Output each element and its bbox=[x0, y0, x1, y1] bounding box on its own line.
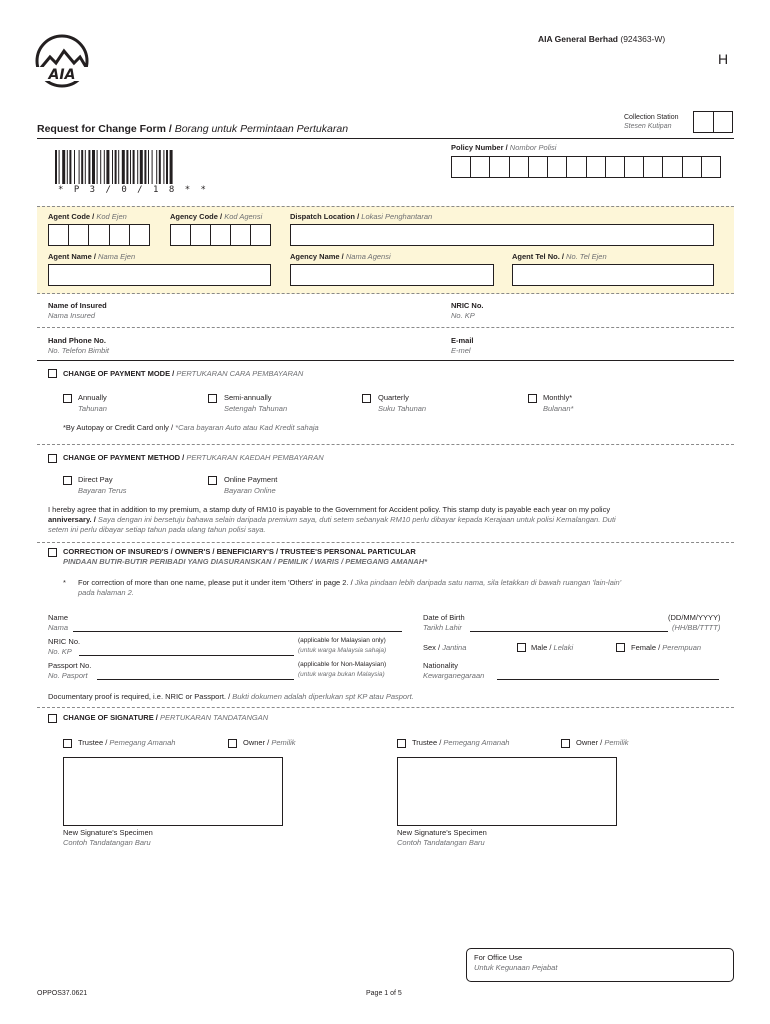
annually-label-my: Tahunan bbox=[78, 404, 107, 413]
payment-mode-heading: CHANGE OF PAYMENT MODE / PERTUKARAN CARA PEMBAYARAN bbox=[63, 369, 304, 378]
agent-name-label: Agent Name / Nama Ejen bbox=[48, 252, 136, 261]
dob-input[interactable] bbox=[470, 631, 668, 632]
policy-number-input[interactable] bbox=[451, 156, 721, 178]
payment-mode-checkbox[interactable] bbox=[48, 369, 57, 378]
office-use-label-my: Untuk Kegunaan Pejabat bbox=[474, 963, 558, 972]
aia-logo bbox=[34, 33, 90, 89]
email-label-my: E-mel bbox=[451, 346, 471, 355]
male-label: Male / Lelaki bbox=[531, 643, 574, 652]
insured-name-label: Name of Insured bbox=[48, 301, 107, 310]
agent-code-label: Agent Code / Kod Ejen bbox=[48, 212, 127, 221]
specimen-label-1: New Signature's Specimen bbox=[63, 828, 153, 837]
svg-text:AIA: AIA bbox=[48, 67, 76, 83]
correction-note-2: pada halaman 2. bbox=[78, 588, 134, 597]
semi-annually-label-my: Setengah Tahunan bbox=[224, 404, 288, 413]
dob-label: Date of Birth bbox=[423, 613, 465, 622]
payment-method-checkbox[interactable] bbox=[48, 454, 57, 463]
dispatch-location-label: Dispatch Location / Lokasi Penghantaran bbox=[290, 212, 433, 221]
collection-station-label-my: Stesen Kutipan bbox=[624, 123, 672, 130]
passport-label: Passport No. bbox=[48, 661, 92, 670]
form-code: OPPOS37.0621 bbox=[37, 990, 88, 997]
barcode bbox=[55, 150, 245, 184]
insured-name-label-my: Nama Insured bbox=[48, 311, 96, 320]
nric-label-my: No. KP bbox=[451, 311, 475, 320]
annually-label: Annually bbox=[78, 393, 107, 402]
barcode-text: * P 3 / 0 / 1 8 * * bbox=[58, 185, 209, 195]
agency-name-label: Agency Name / Nama Agensi bbox=[290, 252, 391, 261]
monthly-label-my: Bulanan* bbox=[543, 404, 574, 413]
stamp-duty-line-3: setem ini perlu dibayar setiap tahun pada ulang tahun polisi saya. bbox=[48, 525, 266, 534]
nric-correction-label-my: No. KP bbox=[48, 647, 72, 656]
agency-code-input[interactable] bbox=[170, 224, 271, 246]
nric-note-my: (untuk warga Malaysia sahaja) bbox=[298, 647, 387, 654]
direct-pay-label: Direct Pay bbox=[78, 475, 113, 484]
female-label: Female / Perempuan bbox=[631, 643, 702, 652]
nationality-label-my: Kewarganegaraan bbox=[423, 671, 485, 680]
online-payment-checkbox[interactable] bbox=[208, 476, 217, 485]
monthly-checkbox[interactable] bbox=[528, 394, 537, 403]
trustee-checkbox-2[interactable] bbox=[397, 739, 406, 748]
agency-name-input[interactable] bbox=[290, 264, 494, 286]
agent-tel-input[interactable] bbox=[512, 264, 714, 286]
dob-format-my: (HH/BB/TTTT) bbox=[672, 623, 721, 632]
signature-checkbox[interactable] bbox=[48, 714, 57, 723]
correction-star: * bbox=[63, 578, 66, 587]
online-payment-label: Online Payment bbox=[224, 475, 278, 484]
monthly-label: Monthly* bbox=[543, 393, 573, 402]
dispatch-location-input[interactable] bbox=[290, 224, 714, 246]
agency-code-label: Agency Code / Kod Agensi bbox=[170, 212, 263, 221]
stamp-duty-line-1: I hereby agree that in addition to my premium, a stamp duty of RM10 is payable to the Government for Accident policy. This stamp duty is payable each year on my policy bbox=[48, 505, 611, 514]
policy-number-label: Policy Number / Nombor Polisi bbox=[451, 143, 557, 152]
correction-note: For correction of more than one name, please put it under item 'Others' in page 2. / Jika pindaan lebih daripada satu nama, sila letakkan di bawah ruangan 'lain-lain' bbox=[78, 578, 622, 587]
direct-pay-label-my: Bayaran Terus bbox=[78, 486, 127, 495]
page-number: Page 1 of 5 bbox=[366, 990, 402, 997]
trustee-checkbox-1[interactable] bbox=[63, 739, 72, 748]
owner-label-2: Owner / Pemilik bbox=[576, 738, 629, 747]
agent-code-input[interactable] bbox=[48, 224, 150, 246]
semi-annually-label: Semi-annually bbox=[224, 393, 272, 402]
passport-label-my: No. Pasport bbox=[48, 671, 88, 680]
passport-note: (applicable for Non-Malaysian) bbox=[298, 661, 387, 668]
online-payment-label-my: Bayaran Online bbox=[224, 486, 276, 495]
signature-specimen-box-1[interactable] bbox=[63, 757, 283, 826]
name-input[interactable] bbox=[73, 631, 402, 632]
sex-label: Sex / Jantina bbox=[423, 643, 467, 652]
owner-checkbox-1[interactable] bbox=[228, 739, 237, 748]
dob-label-my: Tarikh Lahir bbox=[423, 623, 462, 632]
stamp-duty-line-2: anniversary. / Saya dengan ini bersetuju bahawa selain daripada premium saya, duti setem sebanyak RM10 perlu dibayar kepada Kerajaan untuk polisi Kemalangan. Duti bbox=[48, 515, 616, 524]
nric-correction-input[interactable] bbox=[79, 655, 294, 656]
nric-label: NRIC No. bbox=[451, 301, 484, 310]
form-letter: H bbox=[718, 51, 729, 67]
quarterly-label-my: Suku Tahunan bbox=[378, 404, 427, 413]
passport-note-my: (untuk warga bukan Malaysia) bbox=[298, 671, 385, 678]
proof-note: Documentary proof is required, i.e. NRIC or Passport. / Bukti dokumen adalah diperlukan spt KP atau Pasport. bbox=[48, 692, 414, 701]
correction-heading-my: PINDAAN BUTIR-BUTIR PERIBADI YANG DIASURANSKAN / PEMILIK / WARIS / PEMEGANG AMANAH* bbox=[63, 557, 428, 566]
quarterly-checkbox[interactable] bbox=[362, 394, 371, 403]
semi-annually-checkbox[interactable] bbox=[208, 394, 217, 403]
female-checkbox[interactable] bbox=[616, 643, 625, 652]
collection-station-label: Collection Station bbox=[624, 114, 679, 121]
quarterly-label: Quarterly bbox=[378, 393, 409, 402]
trustee-label-1: Trustee / Pemegang Amanah bbox=[78, 738, 176, 747]
passport-input[interactable] bbox=[97, 679, 294, 680]
collection-station-input[interactable] bbox=[693, 111, 733, 133]
owner-label-1: Owner / Pemilik bbox=[243, 738, 296, 747]
direct-pay-checkbox[interactable] bbox=[63, 476, 72, 485]
name-label-my: Nama bbox=[48, 623, 69, 632]
signature-heading: CHANGE OF SIGNATURE / PERTUKARAN TANDATANGAN bbox=[63, 713, 269, 722]
nationality-label: Nationality bbox=[423, 661, 459, 670]
payment-method-heading: CHANGE OF PAYMENT METHOD / PERTUKARAN KAEDAH PEMBAYARAN bbox=[63, 453, 324, 462]
office-use-label: For Office Use bbox=[474, 953, 523, 962]
specimen-label-2: New Signature's Specimen bbox=[397, 828, 487, 837]
specimen-label-1-my: Contoh Tandatangan Baru bbox=[63, 838, 151, 847]
correction-checkbox[interactable] bbox=[48, 548, 57, 557]
autopay-note: *By Autopay or Credit Card only / *Cara bayaran Auto atau Kad Kredit sahaja bbox=[63, 423, 319, 432]
nric-correction-label: NRIC No. bbox=[48, 637, 81, 646]
signature-specimen-box-2[interactable] bbox=[397, 757, 617, 826]
email-label: E-mail bbox=[451, 336, 474, 345]
nric-note: (applicable for Malaysian only) bbox=[298, 637, 386, 644]
name-label: Name bbox=[48, 613, 69, 622]
company-name: AIA General Berhad (924363-W) bbox=[538, 34, 666, 44]
specimen-label-2-my: Contoh Tandatangan Baru bbox=[397, 838, 485, 847]
page-title: Request for Change Form / Borang untuk Permintaan Pertukaran bbox=[37, 123, 349, 135]
phone-label: Hand Phone No. bbox=[48, 336, 106, 345]
nationality-input[interactable] bbox=[497, 679, 719, 680]
agent-name-input[interactable] bbox=[48, 264, 271, 286]
phone-label-my: No. Telefon Bimbit bbox=[48, 346, 110, 355]
trustee-label-2: Trustee / Pemegang Amanah bbox=[412, 738, 510, 747]
owner-checkbox-2[interactable] bbox=[561, 739, 570, 748]
agent-tel-label: Agent Tel No. / No. Tel Ejen bbox=[512, 252, 607, 261]
annually-checkbox[interactable] bbox=[63, 394, 72, 403]
dob-format: (DD/MM/YYYY) bbox=[668, 613, 721, 622]
correction-heading: CORRECTION OF INSURED'S / OWNER'S / BENEFICIARY'S / TRUSTEE'S PERSONAL PARTICULAR bbox=[63, 547, 416, 556]
male-checkbox[interactable] bbox=[517, 643, 526, 652]
